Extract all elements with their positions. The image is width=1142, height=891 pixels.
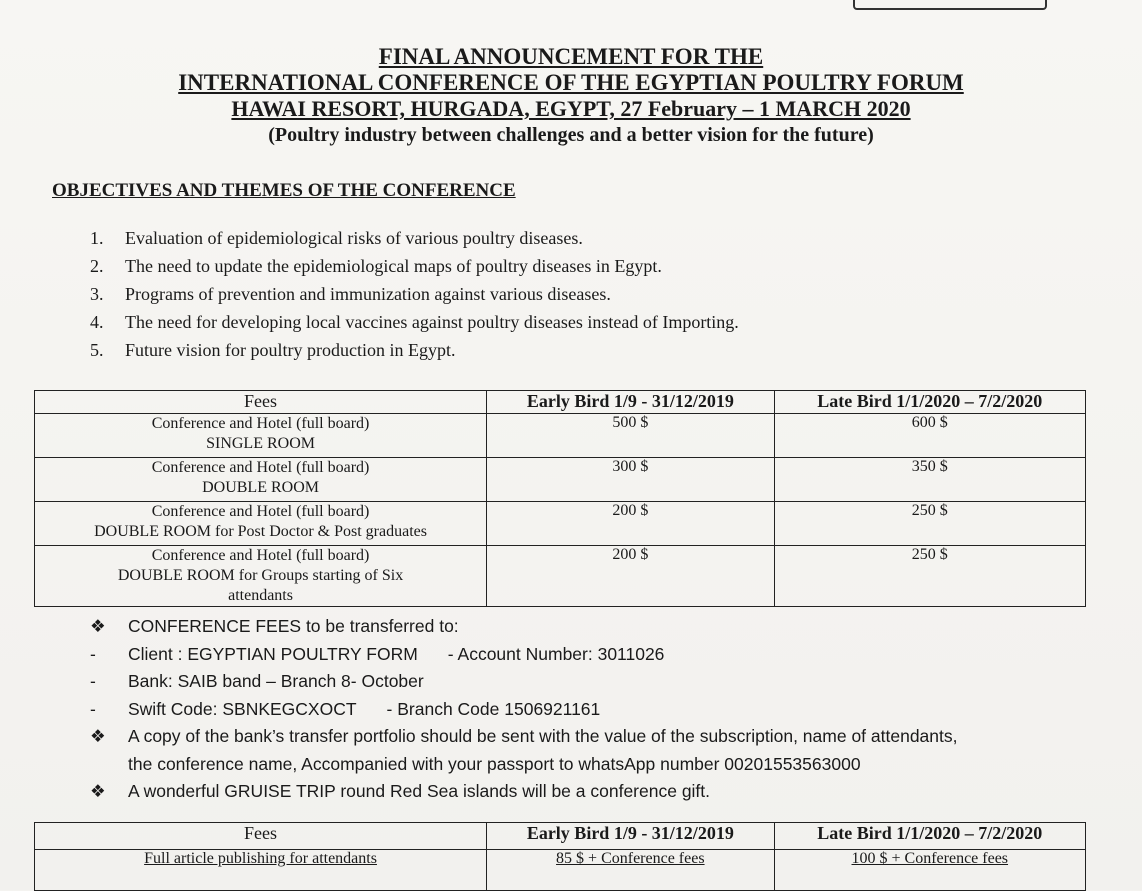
- early-bird-header: Early Bird 1/9 - 31/12/2019: [487, 823, 775, 850]
- objectives-heading: OBJECTIVES AND THEMES OF THE CONFERENCE: [52, 180, 516, 201]
- header-line-2: INTERNATIONAL CONFERENCE OF THE EGYPTIAN POULTRY FORUM: [178, 70, 964, 95]
- objective-number: 3.: [90, 284, 104, 304]
- objective-text: The need for developing local vaccines against poultry diseases instead of Importing.: [125, 312, 739, 332]
- objective-item: [90, 336, 739, 364]
- fees-table-header: [35, 391, 1086, 414]
- publishing-table: [34, 822, 1086, 891]
- diamond-bullet-icon: ❖: [90, 726, 106, 746]
- transfer-row: [90, 723, 958, 751]
- account-number: - Account Number: 3011026: [447, 643, 665, 664]
- fee-description: [35, 458, 487, 502]
- bank-text: Bank: SAIB band – Branch 8- October: [128, 671, 424, 691]
- late-bird-header: Late Bird 1/1/2020 – 7/2/2020: [774, 823, 1085, 850]
- header-line-4: (Poultry industry between challenges and a better vision for the future): [268, 124, 874, 146]
- copy-instruction: A copy of the bank’s transfer portfolio should be sent with the value of the subscription, name of attendants,: [128, 726, 958, 746]
- fees-header: Fees: [35, 391, 487, 414]
- transfer-row: [90, 778, 958, 806]
- transfer-heading: CONFERENCE FEES to be transferred to:: [128, 616, 459, 636]
- announcement-header: [0, 44, 1142, 148]
- transfer-row: [90, 696, 958, 724]
- dash-bullet: -: [90, 671, 96, 691]
- objective-number: 1.: [90, 228, 104, 248]
- objective-number: 4.: [90, 312, 104, 332]
- fees-table: [34, 390, 1086, 607]
- fee-line: DOUBLE ROOM for Post Doctor & Post graduates: [94, 523, 427, 540]
- objective-item: [90, 308, 739, 336]
- table-row: [35, 458, 1086, 502]
- table-row: [35, 546, 1086, 607]
- transfer-section: [90, 613, 958, 806]
- trip-text: A wonderful GRUISE TRIP round Red Sea islands will be a conference gift.: [128, 781, 711, 801]
- objective-number: 5.: [90, 340, 104, 360]
- dash-bullet: -: [90, 643, 96, 664]
- fee-description: [35, 414, 487, 458]
- objective-text: Evaluation of epidemiological risks of various poultry diseases.: [125, 228, 583, 248]
- header-line-1: FINAL ANNOUNCEMENT FOR THE: [378, 44, 764, 69]
- fee-line: Conference and Hotel (full board): [151, 459, 370, 476]
- fee-line: Conference and Hotel (full board): [151, 415, 370, 432]
- early-price: 500 $: [487, 414, 775, 458]
- late-price: 250 $: [774, 502, 1085, 546]
- early-price: 85 $ + Conference fees: [487, 850, 775, 891]
- publishing-table-header: [35, 823, 1086, 850]
- fees-header: Fees: [35, 823, 487, 850]
- late-price: 250 $: [774, 546, 1085, 607]
- fee-line: DOUBLE ROOM: [202, 479, 319, 496]
- objectives-list: [90, 224, 739, 364]
- diamond-bullet-icon: ❖: [90, 781, 106, 801]
- early-bird-header: Early Bird 1/9 - 31/12/2019: [487, 391, 775, 414]
- transfer-row: [90, 751, 958, 779]
- objective-number: 2.: [90, 256, 104, 276]
- objective-text: Programs of prevention and immunization against various diseases.: [125, 284, 611, 304]
- objective-text: Future vision for poultry production in Egypt.: [125, 340, 456, 360]
- diamond-bullet-icon: ❖: [90, 616, 106, 636]
- transfer-row: [90, 641, 958, 669]
- objective-item: [90, 252, 739, 280]
- objective-item: [90, 224, 739, 252]
- fee-description: [35, 546, 487, 607]
- header-line-3: HAWAI RESORT, HURGADA, EGYPT, 27 February – 1 MARCH 2020: [231, 96, 911, 121]
- late-price: 600 $: [774, 414, 1085, 458]
- transfer-row: [90, 613, 958, 641]
- fee-line: Conference and Hotel (full board): [151, 503, 370, 520]
- early-price: 200 $: [487, 502, 775, 546]
- table-row: [35, 414, 1086, 458]
- fee-line: Conference and Hotel (full board): [151, 547, 370, 564]
- fee-description: [35, 502, 487, 546]
- late-price: 350 $: [774, 458, 1085, 502]
- table-row: [35, 502, 1086, 546]
- objective-text: The need to update the epidemiological maps of poultry diseases in Egypt.: [125, 256, 662, 276]
- table-row: [35, 850, 1086, 891]
- transfer-row: [90, 668, 958, 696]
- fee-line: attendants: [228, 587, 293, 604]
- copy-instruction-cont: the conference name, Accompanied with your passport to whatsApp number 00201553563000: [128, 753, 861, 774]
- swift-code: Swift Code: SBNKEGCXOCT: [128, 698, 357, 719]
- late-price: 100 $ + Conference fees: [774, 850, 1085, 891]
- dash-bullet: -: [90, 698, 96, 719]
- fee-line: DOUBLE ROOM for Groups starting of Six: [117, 567, 404, 584]
- branch-code: - Branch Code 1506921161: [386, 698, 601, 719]
- client-text: Client : EGYPTIAN POULTRY FORM: [128, 643, 418, 664]
- early-price: 200 $: [487, 546, 775, 607]
- early-price: 300 $: [487, 458, 775, 502]
- fee-line: SINGLE ROOM: [206, 435, 315, 452]
- stamp-box: [853, 0, 1047, 10]
- publishing-label: Full article publishing for attendants: [35, 850, 487, 891]
- objective-item: [90, 280, 739, 308]
- late-bird-header: Late Bird 1/1/2020 – 7/2/2020: [774, 391, 1085, 414]
